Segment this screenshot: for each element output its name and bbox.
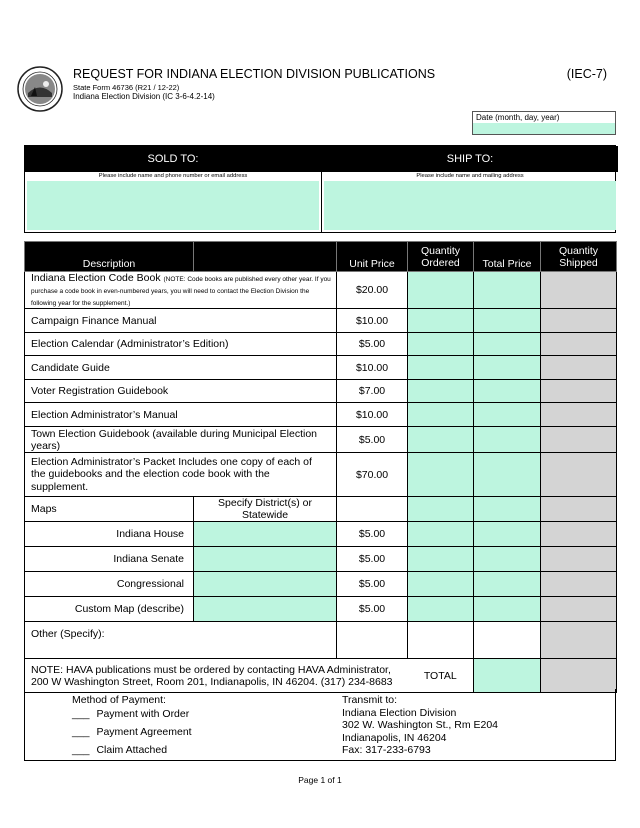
- quantity-shipped-cell: [541, 356, 617, 380]
- quantity-ordered-input[interactable]: [408, 380, 474, 403]
- transmit-block: [342, 694, 498, 757]
- specify-district-input[interactable]: [194, 597, 337, 622]
- payment-blank: ___: [72, 744, 90, 756]
- other-specify-label: Other (Specify):: [31, 628, 105, 640]
- payment-option-label: Payment with Order: [96, 708, 190, 720]
- total-price-input[interactable]: [474, 522, 541, 547]
- specify-district-input[interactable]: [194, 572, 337, 597]
- map-name: Custom Map (describe): [25, 597, 194, 622]
- quantity-shipped-cell: [541, 522, 617, 547]
- quantity-shipped-cell: [541, 380, 617, 403]
- sold-to-section: [25, 146, 321, 232]
- quantity-shipped-cell: [541, 622, 617, 659]
- table-row: [25, 356, 617, 380]
- total-price-input[interactable]: [474, 356, 541, 380]
- table-row: [25, 380, 617, 403]
- unit-price: $5.00: [337, 333, 408, 356]
- empty-cell: [337, 497, 408, 522]
- item-name: Election Administrator’s Manual: [25, 403, 337, 427]
- address-section: [24, 145, 616, 233]
- ship-to-input[interactable]: [324, 181, 616, 230]
- table-row: [25, 427, 617, 453]
- table-row: [25, 522, 617, 547]
- item-name: Election Administrator’s Packet Includes one copy of each of the guidebooks and the election code book with the supplement.: [25, 453, 337, 497]
- quantity-shipped-cell: [541, 572, 617, 597]
- sold-to-input[interactable]: [27, 181, 319, 230]
- transmit-line: Fax: 317-233-6793: [342, 744, 431, 756]
- form-code: (IEC-7): [566, 67, 607, 81]
- quantity-ordered-input[interactable]: [408, 272, 474, 309]
- publications-table: [24, 241, 617, 693]
- unit-price: $20.00: [337, 272, 408, 309]
- item-name: Town Election Guidebook (available during Municipal Election years): [25, 427, 337, 453]
- quantity-ordered-input[interactable]: [408, 572, 474, 597]
- total-price-input[interactable]: [474, 272, 541, 309]
- total-price-input[interactable]: [474, 497, 541, 522]
- payment-option-order[interactable]: [72, 708, 189, 720]
- payment-option-agreement[interactable]: [72, 726, 192, 738]
- payment-option-label: Payment Agreement: [96, 726, 192, 738]
- map-name: Indiana Senate: [25, 547, 194, 572]
- quantity-shipped-cell: [541, 403, 617, 427]
- table-row: [25, 572, 617, 597]
- transmit-heading: Transmit to:: [342, 694, 398, 706]
- quantity-shipped-cell: [541, 547, 617, 572]
- unit-price: $5.00: [337, 597, 408, 622]
- quantity-ordered-input[interactable]: [408, 333, 474, 356]
- quantity-shipped-cell: [541, 497, 617, 522]
- table-row: [25, 403, 617, 427]
- form-title: REQUEST FOR INDIANA ELECTION DIVISION PUBLICATIONS: [73, 67, 436, 81]
- item-name: Candidate Guide: [25, 356, 337, 380]
- unit-price: $5.00: [337, 522, 408, 547]
- quantity-shipped-cell: [541, 427, 617, 453]
- total-price-input[interactable]: [474, 309, 541, 333]
- item-name: Indiana Election Code Book: [31, 272, 161, 284]
- map-name: Congressional: [25, 572, 194, 597]
- map-name: Indiana House: [25, 522, 194, 547]
- sold-to-heading: SOLD TO:: [25, 146, 321, 172]
- total-label: TOTAL: [408, 659, 474, 693]
- quantity-shipped-cell: [541, 309, 617, 333]
- specify-district-input[interactable]: [194, 522, 337, 547]
- total-price-input[interactable]: [474, 333, 541, 356]
- transmit-line: Indianapolis, IN 46204: [342, 731, 447, 744]
- total-price-input[interactable]: [474, 453, 541, 497]
- ship-to-note: Please include name and mailing address: [416, 173, 524, 179]
- header-quantity-ordered: Quantity Ordered: [408, 242, 474, 272]
- other-specify-input[interactable]: [25, 622, 337, 659]
- transmit-line: 302 W. Washington St., Rm E204: [342, 719, 499, 731]
- quantity-ordered-input[interactable]: [408, 547, 474, 572]
- quantity-ordered-input[interactable]: [408, 403, 474, 427]
- state-seal-image: [17, 66, 63, 112]
- payment-option-claim[interactable]: [72, 744, 167, 756]
- quantity-ordered-input[interactable]: [408, 356, 474, 380]
- date-input[interactable]: [473, 123, 615, 134]
- total-price-input[interactable]: [474, 597, 541, 622]
- unit-price: $10.00: [337, 403, 408, 427]
- quantity-shipped-cell: [541, 597, 617, 622]
- specify-district-input[interactable]: [194, 547, 337, 572]
- table-row: [25, 453, 617, 497]
- table-row: [25, 333, 617, 356]
- ship-to-section: [321, 146, 618, 232]
- quantity-shipped-cell: [541, 453, 617, 497]
- total-price-input[interactable]: [474, 572, 541, 597]
- unit-price: $7.00: [337, 380, 408, 403]
- table-row: [25, 272, 617, 309]
- table-row: [25, 597, 617, 622]
- form-number: State Form 46736 (R21 / 12-22): [73, 83, 180, 92]
- table-header-row: [25, 242, 617, 272]
- total-shipped-cell: [541, 659, 617, 693]
- quantity-ordered-input[interactable]: [408, 597, 474, 622]
- hava-note: NOTE: HAVA publications must be ordered by contacting HAVA Administrator, 200 W Washington Street, Room 201, Indianapolis, IN 46204. (317) 234-8683: [25, 659, 408, 693]
- table-row: [25, 309, 617, 333]
- maps-header-row: [25, 497, 617, 522]
- unit-price: $10.00: [337, 356, 408, 380]
- unit-price: $5.00: [337, 547, 408, 572]
- other-unit-price-input[interactable]: [337, 622, 408, 659]
- other-row: [25, 622, 617, 659]
- other-quantity-input[interactable]: [408, 622, 474, 659]
- agency-line: Indiana Election Division (IC 3-6-4.2-14): [73, 92, 215, 101]
- payment-option-label: Claim Attached: [96, 744, 168, 756]
- total-price-input[interactable]: [474, 547, 541, 572]
- header-quantity-shipped: Quantity Shipped: [541, 242, 617, 272]
- other-total-input[interactable]: [474, 622, 541, 659]
- date-label: Date (month, day, year): [476, 113, 560, 122]
- ship-to-heading: SHIP TO:: [322, 146, 618, 172]
- date-box: [472, 111, 616, 135]
- unit-price: $5.00: [337, 427, 408, 453]
- header-description: Description: [25, 242, 194, 272]
- transmit-line: Indiana Election Division: [342, 706, 457, 719]
- total-price-input[interactable]: [474, 427, 541, 453]
- unit-price: $10.00: [337, 309, 408, 333]
- payment-blank: ___: [72, 726, 90, 738]
- payment-section: [24, 689, 616, 761]
- payment-blank: ___: [72, 708, 90, 720]
- header-blank: [194, 242, 337, 272]
- page-number: Page 1 of 1: [298, 775, 342, 785]
- total-row: [25, 659, 617, 693]
- unit-price: $5.00: [337, 572, 408, 597]
- header-total-price: Total Price: [474, 242, 541, 272]
- sold-to-note: Please include name and phone number or email address: [98, 173, 248, 179]
- maps-label: Maps: [25, 497, 194, 522]
- total-price-input[interactable]: [474, 403, 541, 427]
- quantity-ordered-input[interactable]: [408, 453, 474, 497]
- unit-price: $70.00: [337, 453, 408, 497]
- quantity-shipped-cell: [541, 333, 617, 356]
- quantity-shipped-cell: [541, 272, 617, 309]
- item-description: [25, 272, 337, 309]
- item-name: Voter Registration Guidebook: [25, 380, 337, 403]
- item-name: Campaign Finance Manual: [25, 309, 337, 333]
- table-row: [25, 547, 617, 572]
- quantity-ordered-input[interactable]: [408, 522, 474, 547]
- specify-district-label: Specify District(s) or Statewide: [194, 497, 337, 522]
- item-name: Election Calendar (Administrator’s Edition): [25, 333, 337, 356]
- total-input[interactable]: [474, 659, 541, 693]
- payment-heading: Method of Payment:: [72, 694, 166, 706]
- quantity-ordered-input[interactable]: [408, 427, 474, 453]
- quantity-ordered-input[interactable]: [408, 309, 474, 333]
- header-unit-price: Unit Price: [337, 242, 408, 272]
- item-note: (NOTE: Code books are published every other year. If you purchase a code book in even-numbered years, you will need to contact the Election Division the following year for the supplement.): [31, 276, 331, 307]
- total-price-input[interactable]: [474, 380, 541, 403]
- quantity-ordered-input[interactable]: [408, 497, 474, 522]
